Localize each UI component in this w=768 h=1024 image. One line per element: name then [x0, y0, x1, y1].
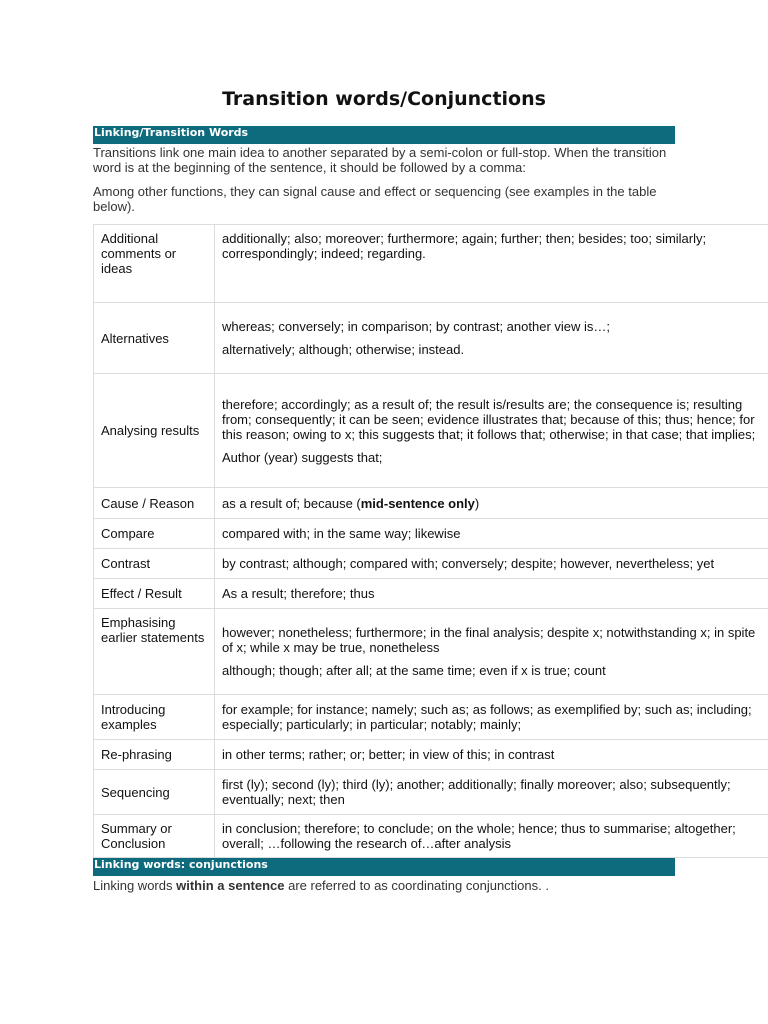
- words-text-pre: as a result of; because (: [222, 495, 361, 511]
- category-cell: Contrast: [94, 549, 215, 579]
- words-text-bold: mid-sentence only: [360, 495, 475, 511]
- category-cell: Sequencing: [94, 770, 215, 815]
- conjunctions-text-bold: within a sentence: [176, 878, 285, 893]
- words-text: compared with; in the same way; likewise: [222, 526, 461, 541]
- words-text: for example; for instance; namely; such as; as follows; as exemplified by; such as; including; especially; particularly; in particular; notably; mainly;: [222, 702, 752, 732]
- table-row: [94, 225, 768, 303]
- table-row: [94, 488, 768, 519]
- words-cell: [215, 770, 768, 815]
- words-cell: [215, 303, 768, 374]
- table-row: [94, 303, 768, 374]
- words-text: in conclusion; therefore; to conclude; on the whole; hence; thus to summarise; altogether; overall; …following the research of…after analysis: [222, 821, 736, 851]
- words-text: however; nonetheless; furthermore; in the final analysis; despite x; notwithstanding x; in spite of x; while x may be true, nonetheless: [222, 625, 756, 655]
- category-cell: Summary or Conclusion: [94, 815, 215, 858]
- conjunctions-text-pre: Linking words: [93, 878, 177, 893]
- category-cell: Re-phrasing: [94, 740, 215, 770]
- words-text: additionally; also; moreover; furthermore; again; further; then; besides; too; similarly; correspondingly; indeed; regarding.: [222, 231, 707, 261]
- category-cell: Compare: [94, 519, 215, 549]
- words-text-post: ): [474, 495, 480, 511]
- section-heading-linking-words-conjunctions: Linking words: conjunctions: [93, 858, 675, 876]
- words-text: in other terms; rather; or; better; in view of this; in contrast: [222, 747, 555, 762]
- words-cell: [215, 609, 768, 695]
- table-row: [94, 609, 768, 695]
- words-text: Author (year) suggests that;: [222, 449, 383, 465]
- conjunctions-text-post: are referred to as coordinating conjunctions. .: [284, 878, 549, 893]
- intro-paragraph-functions: Among other functions, they can signal cause and effect or sequencing (see examples in the table below).: [93, 184, 657, 214]
- words-text: [222, 496, 761, 511]
- category-cell: Analysing results: [94, 374, 215, 488]
- intro-paragraph: Transitions link one main idea to another separated by a semi-colon or full-stop. When the transition word is at the beginning of the sentence, it should be followed by a comma:: [93, 145, 667, 175]
- words-text: alternatively; although; otherwise; instead.: [222, 342, 465, 357]
- table-row: [94, 740, 768, 770]
- table-row: [94, 815, 768, 858]
- words-text: whereas; conversely; in comparison; by contrast; another view is…;: [222, 319, 611, 334]
- words-text: therefore; accordingly; as a result of; the result is/results are; the consequence is; resulting from; consequently; it can be seen; evidence illustrates that; because of this; thus; hence; for this reason; owing to x; this suggests that; it follows that; otherwise; in that case; that implies;: [222, 396, 756, 442]
- words-cell: [215, 225, 768, 303]
- table-row: [94, 549, 768, 579]
- category-cell: Effect / Result: [94, 579, 215, 609]
- table-row: [94, 519, 768, 549]
- table-row: [94, 579, 768, 609]
- category-cell: Cause / Reason: [94, 488, 215, 519]
- table-row: [94, 695, 768, 740]
- conjunctions-paragraph: [93, 878, 673, 893]
- words-text: first (ly); second (ly); third (ly); another; additionally; finally moreover; also; subsequently; eventually; next; then: [222, 777, 731, 807]
- transition-words-table: [93, 224, 768, 858]
- words-cell: [215, 579, 768, 609]
- words-cell: [215, 695, 768, 740]
- words-cell: [215, 519, 768, 549]
- category-cell: Introducing examples: [94, 695, 215, 740]
- words-text: by contrast; although; compared with; conversely; despite; however, nevertheless; yet: [222, 556, 715, 571]
- table-row: [94, 374, 768, 488]
- page-title: Transition words/Conjunctions: [222, 88, 546, 110]
- words-text: As a result; therefore; thus: [222, 586, 375, 601]
- words-cell: [215, 815, 768, 858]
- category-cell: Additional comments or ideas: [94, 225, 215, 303]
- words-cell: [215, 374, 768, 488]
- section-heading-linking-transition-words: Linking/Transition Words: [93, 126, 675, 144]
- table-row: [94, 770, 768, 815]
- category-cell: Alternatives: [94, 303, 215, 374]
- words-cell: [215, 549, 768, 579]
- words-cell: [215, 740, 768, 770]
- words-text: although; though; after all; at the same time; even if x is true; count: [222, 663, 606, 678]
- category-cell: Emphasising earlier statements: [94, 609, 215, 695]
- words-cell: [215, 488, 768, 519]
